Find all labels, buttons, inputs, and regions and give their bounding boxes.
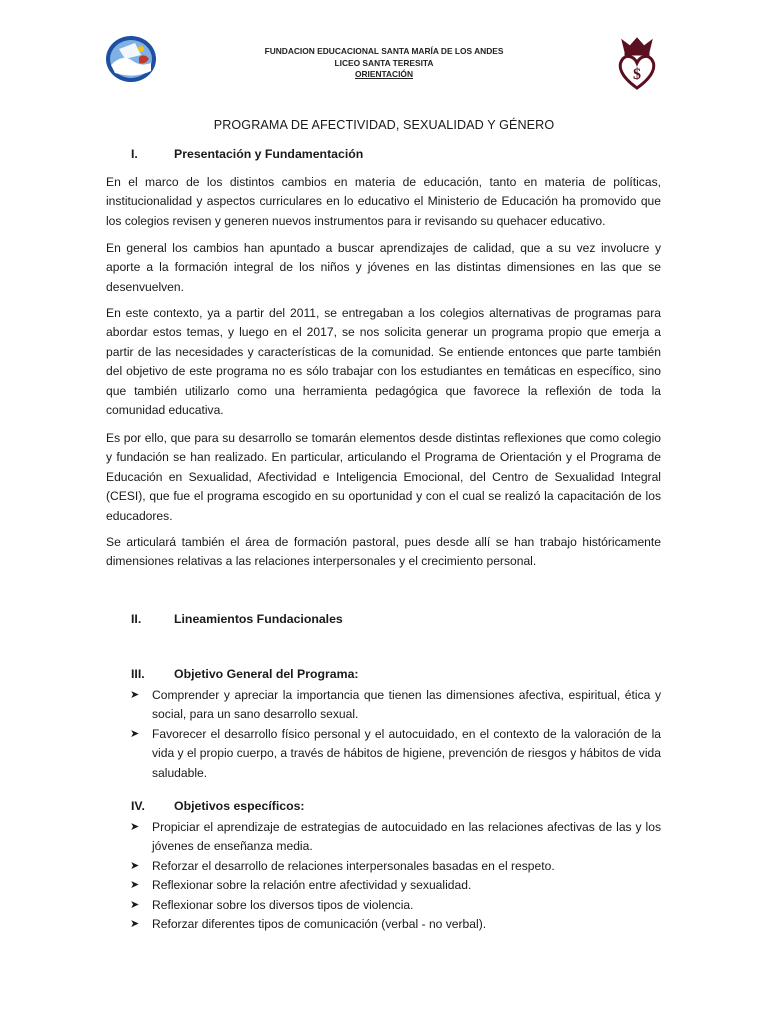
paragraph: En el marco de los distintos cambios en materia de educación, tanto en materia de políticas, institucionalidad y aspectos curriculares en lo educativo el Ministerio de Educación ha promovido que los colegios revisen y generen nuevos instrumentos para ir revisando su quehacer educativo. <box>106 175 661 228</box>
list-item-text: Reflexionar sobre la relación entre afectividad y sexualidad. <box>152 878 472 893</box>
section-heading-presentacion <box>131 147 363 161</box>
section-heading-objetivo-general <box>131 667 359 681</box>
section-number: II. <box>131 612 142 626</box>
paragraph: Es por ello, que para su desarrollo se tomarán elementos desde distintas reflexiones que como colegio y fundación se han realizado. En particular, articulando el Programa de Orientación y el Programa de Educación en Sexualidad, Afectividad e Inteligencia Emocional, del Centro de Sexualidad Integral (CESI), que fue el programa escogido en su oportunidad y con el cual se realizó la capacitación de los educadores. <box>106 431 661 523</box>
arrowhead-bullet-icon: ➤ <box>130 879 140 892</box>
arrowhead-bullet-icon: ➤ <box>130 727 140 740</box>
list-item <box>106 876 661 895</box>
school-name: LICEO SANTA TERESITA <box>334 57 434 68</box>
arrowhead-bullet-icon: ➤ <box>130 821 140 833</box>
paragraph: Se articulará también el área de formación pastoral, pues desde allí se han trabajo históricamente dimensiones relativas a las relaciones interpersonales y el crecimiento personal. <box>106 535 661 569</box>
section-number: IV. <box>131 799 145 813</box>
arrowhead-bullet-icon: ➤ <box>130 898 140 911</box>
list-item-text: Favorecer el desarrollo físico personal y el autocuidado, en el contexto de la valoración de la vida y el propio cuerpo, a través de hábitos de higiene, prevención de riesgos y hábitos de vida saludable. <box>152 726 661 780</box>
section-title: Lineamientos Fundacionales <box>174 612 343 626</box>
list-item <box>106 915 661 934</box>
section-heading-objetivos-especificos <box>131 799 305 813</box>
list-item <box>106 686 661 725</box>
paragraph: En este contexto, ya a partir del 2011, se entregaban a los colegios alternativas de programas para abordar estos temas, y luego en el 2017, se nos solicita generar un programa propio que emerja a partir de las necesidades y características de la comunidad. Se entiende entonces que parte también del objetivo de este programa no es sólo trabajar con los estudiantes en temáticas en específico, sino que también utilizarlo como una herramienta pedagógica que favorece la reflexión de toda la comunidad educativa. <box>106 306 661 418</box>
list-item <box>106 725 661 783</box>
list-item-text: Reforzar diferentes tipos de comunicación (verbal - no verbal). <box>152 917 487 932</box>
paragraph: En general los cambios han apuntado a buscar aprendizajes de calidad, que a su vez involucre y aporte a la formación integral de los niños y jóvenes en las distintas dimensiones en las que se desenvuelven. <box>106 241 661 294</box>
list-item <box>106 818 661 857</box>
list-item <box>106 896 661 915</box>
list-item <box>106 857 661 876</box>
section-number: III. <box>131 667 145 681</box>
section-title: Presentación y Fundamentación <box>174 147 364 161</box>
arrowhead-bullet-icon: ➤ <box>130 918 140 931</box>
section-heading-lineamientos <box>131 612 343 626</box>
list-item-text: Comprender y apreciar la importancia que tienen las dimensiones afectiva, espiritual, ética y social, para un sano desarrollo sexual. <box>152 688 661 722</box>
crowned-heart-crest-icon <box>616 36 658 92</box>
section-title: Objetivos específicos: <box>174 799 305 813</box>
objetivo-general-list <box>106 686 661 783</box>
document-title: PROGRAMA DE AFECTIVIDAD, SEXUALIDAD Y GÉNERO <box>213 118 555 132</box>
svg-text:$: $ <box>633 66 641 83</box>
foundation-name: FUNDACION EDUCACIONAL SANTA MARÍA DE LOS ANDES <box>264 46 504 56</box>
arrowhead-bullet-icon: ➤ <box>130 859 140 872</box>
section-title: Objetivo General del Programa: <box>174 667 359 681</box>
list-item-text: Reforzar el desarrollo de relaciones interpersonales basadas en el respeto. <box>152 858 555 873</box>
list-item-text: Propiciar el aprendizaje de estrategias de autocuidado en las relaciones afectivas de las y los jóvenes de enseñanza media. <box>152 820 661 854</box>
list-item-text: Reflexionar sobre los diversos tipos de violencia. <box>152 897 414 912</box>
arrowhead-bullet-icon: ➤ <box>130 689 140 701</box>
section-number: I. <box>131 147 138 161</box>
objetivos-especificos-list <box>106 818 661 934</box>
department-name: ORIENTACIÓN <box>354 69 413 79</box>
